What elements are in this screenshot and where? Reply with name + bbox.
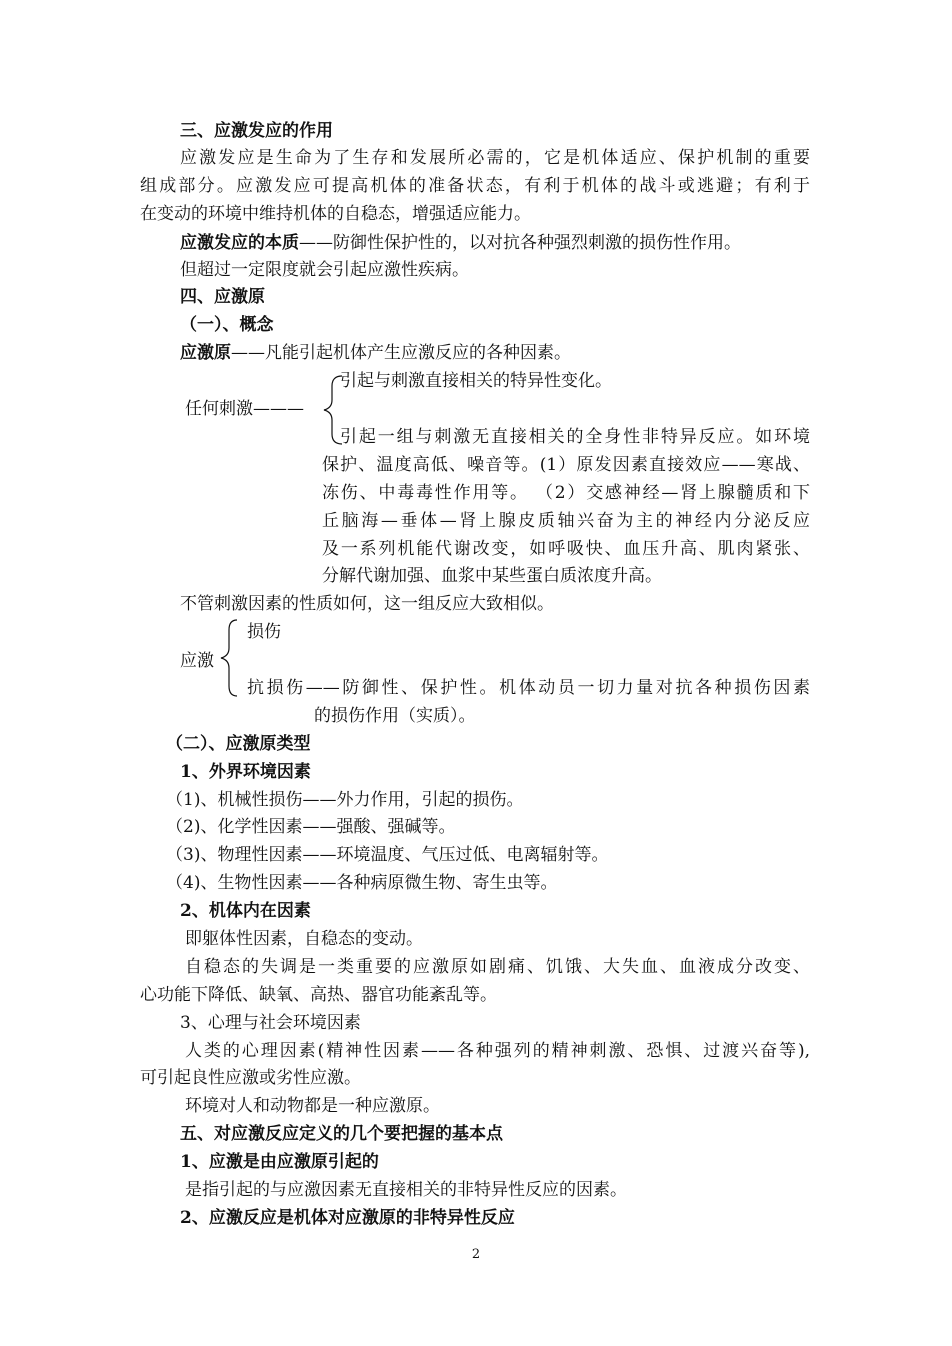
definition-text: ——凡能引起机体产生应激反应的各种因素。 — [231, 343, 571, 363]
section-heading: 五、对应激反应定义的几个要把握的基本点 — [180, 1124, 503, 1144]
paragraph-line: 是指引起的与应激因素无直接相关的非特异性反应的因素。 — [185, 1180, 627, 1200]
paragraph-line: 即躯体性因素，自稳态的变动。 — [185, 929, 423, 949]
branch-line: 冻伤、中毒毒性作用等。 （2）交感神经—肾上腺髓质和下 — [322, 483, 810, 503]
paragraph-line: 人类的心理因素(精神性因素——各种强列的精神刺激、恐惧、过渡兴奋等), — [185, 1041, 810, 1061]
subsection-heading: 2、应激反应是机体对应激原的非特异性反应 — [180, 1208, 515, 1228]
branch-line: 分解代谢加强、血浆中某些蛋白质浓度升高。 — [322, 566, 662, 586]
essence-line — [180, 229, 741, 257]
stress-label: 应激 — [180, 651, 214, 671]
essence-text: ——防御性保护性的，以对抗各种强烈刺激的损伤性作用。 — [299, 233, 741, 253]
paragraph-line: 心功能下降低、缺氧、高热、器官功能紊乱等。 — [140, 985, 497, 1005]
subsection-heading: 2、机体内在因素 — [180, 901, 311, 921]
paragraph-line: 环境对人和动物都是一种应激原。 — [185, 1096, 440, 1116]
stress-branch: 损伤 — [247, 622, 281, 642]
subsection-heading: 1、外界环境因素 — [180, 762, 311, 782]
section-heading: 四、应激原 — [180, 287, 265, 307]
definition-line — [180, 339, 571, 367]
curly-brace — [215, 614, 245, 700]
subsection-heading: （二）、应激原类型 — [166, 734, 311, 754]
definition-label: 应激原 — [180, 343, 231, 363]
page-number: 2 — [471, 1247, 481, 1262]
branch-line: 丘脑海—垂体—肾上腺皮质轴兴奋为主的神经内分泌反应 — [322, 511, 810, 531]
paragraph-line: 但超过一定限度就会引起应激性疾病。 — [180, 260, 469, 280]
list-item: （2)、化学性因素——强酸、强碱等。 — [166, 817, 456, 837]
list-item: （3)、物理性因素——环境温度、气压过低、电离辐射等。 — [166, 845, 609, 865]
branch-line: 引起一组与刺激无直接相关的全身性非特异反应。如环境 — [340, 427, 810, 447]
paragraph-line: 可引起良性应激或劣性应激。 — [140, 1068, 361, 1088]
section-heading: 三、应激发应的作用 — [180, 121, 333, 141]
list-item: （1)、机械性损伤——外力作用，引起的损伤。 — [166, 790, 524, 810]
branch-line: 及一系列机能代谢改变，如呼吸快、血压升高、肌肉紧张、 — [322, 539, 810, 559]
stress-branch: 的损伤作用（实质）。 — [314, 706, 476, 726]
stimulus-label: 任何刺激——— — [185, 399, 304, 419]
stress-branch: 抗损伤——防御性、保护性。机体动员一切力量对抗各种损伤因素 — [247, 678, 810, 698]
subsection-heading: 3、心理与社会环境因素 — [180, 1013, 361, 1033]
subsection-heading: （一）、概念 — [180, 315, 274, 335]
paragraph-line: 自稳态的失调是一类重要的应激原如剧痛、饥饿、大失血、血液成分改变、 — [185, 957, 810, 977]
branch-line: 保护、温度高低、噪音等。(1）原发因素直接效应——寒战、 — [322, 455, 810, 475]
list-item: （4)、生物性因素——各种病原微生物、寄生虫等。 — [166, 873, 558, 893]
paragraph-line: 组成部分。应激发应可提高机体的准备状态，有利于机体的战斗或逃避；有利于 — [140, 176, 810, 196]
paragraph-line: 在变动的环境中维持机体的自稳态，增强适应能力。 — [140, 204, 531, 224]
subsection-heading: 1、应激是由应激原引起的 — [180, 1152, 379, 1172]
essence-label: 应激发应的本质 — [180, 233, 299, 253]
paragraph-line: 应激发应是生命为了生存和发展所必需的，它是机体适应、保护机制的重要 — [180, 148, 810, 168]
branch-line: 引起与刺激直接相关的特异性变化。 — [340, 371, 612, 391]
paragraph-line: 不管刺激因素的性质如何，这一组反应大致相似。 — [180, 594, 554, 614]
